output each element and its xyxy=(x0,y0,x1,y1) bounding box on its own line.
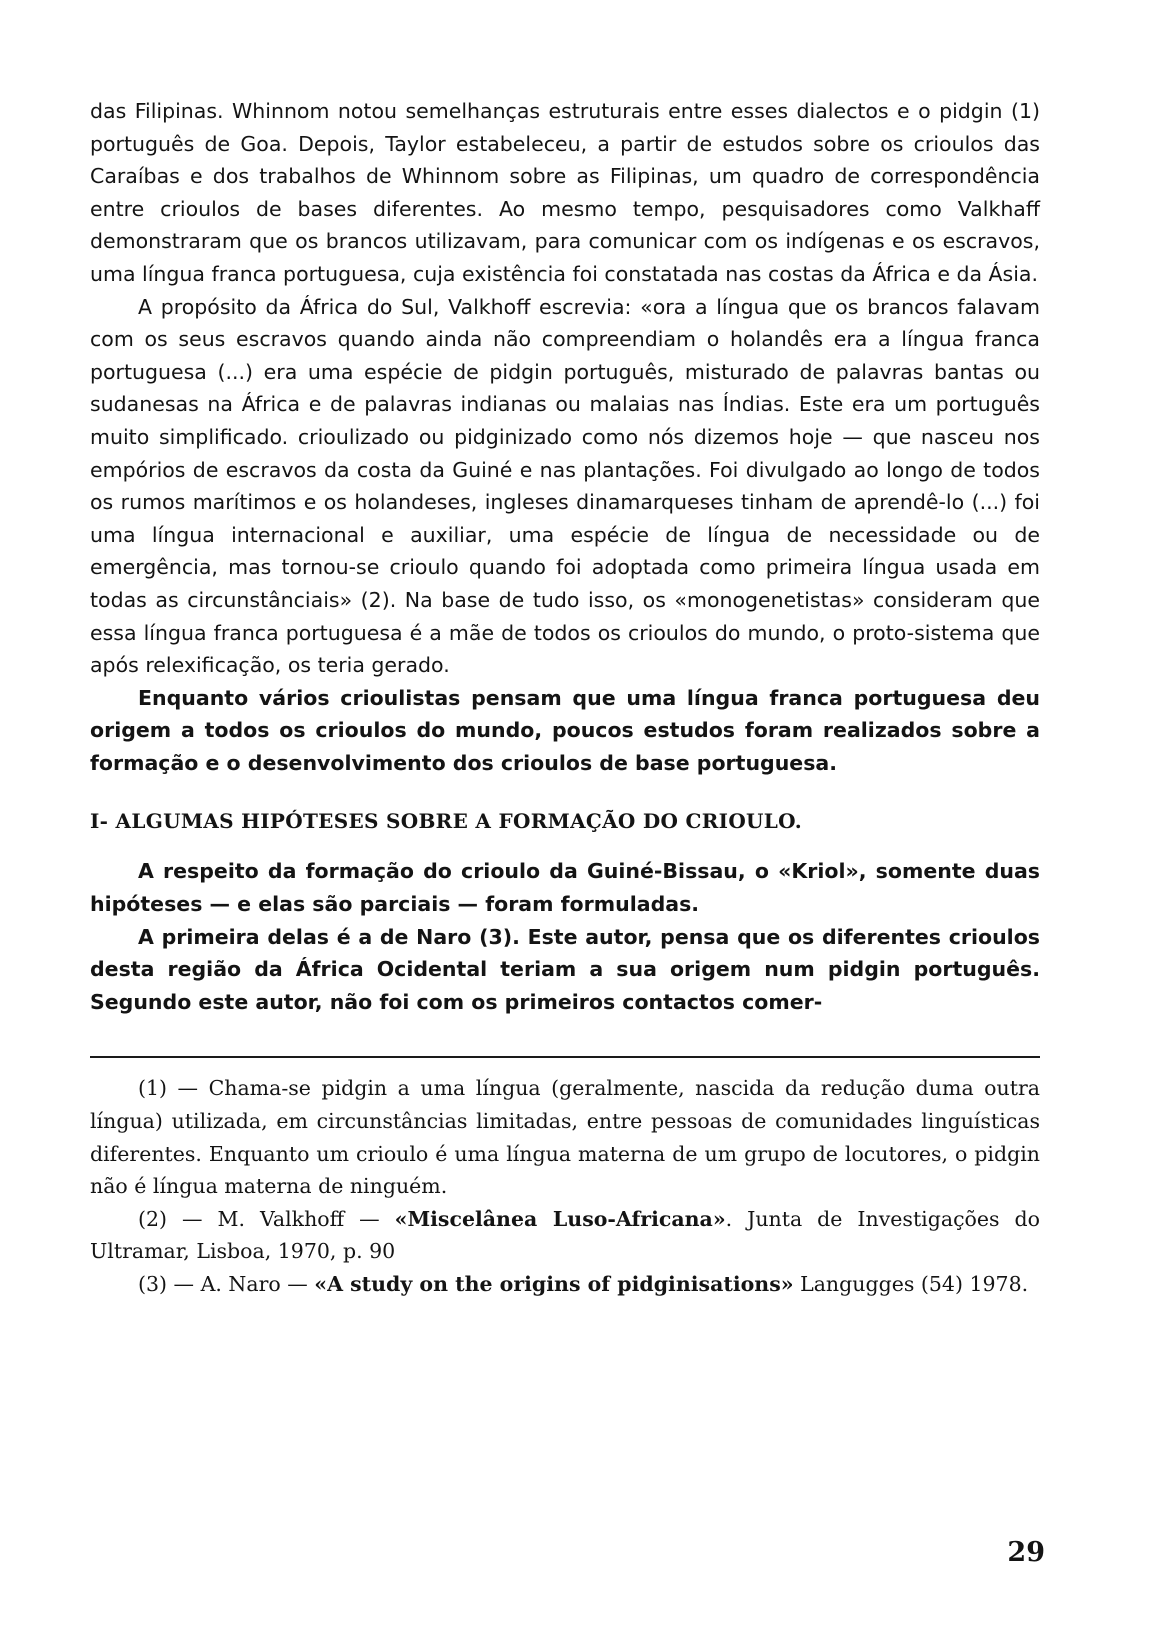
paragraph-3: Enquanto vários crioulistas pensam que uma língua franca portuguesa deu origem a todos os crioulos do mundo, poucos estudos foram realizados sobre a formação e o desenvolvimento dos crioulos de base portuguesa. xyxy=(90,685,1040,775)
page-number: 29 xyxy=(1007,1537,1045,1568)
paragraph-1: das Filipinas. Whinnom notou semelhanças estruturais entre esses dialectos e o pidgin (1) português de Goa. Depois, Taylor estabeleceu, a partir de estudos sobre os crioulos das Caraíbas e dos trabalhos de Whinnom sobre as Filipinas, um quadro de correspondência entre crioulos de bases diferentes. Ao mesmo tempo, pesquisadores como Valkhaff demonstraram que os brancos utilizavam, para comunicar com os indígenas e os escravos, uma língua franca portuguesa, cuja existência foi constatada nas costas da África e da Ásia. xyxy=(90,99,1040,286)
footnote-2-title: «Miscelânea Luso-Africana» xyxy=(394,1206,726,1231)
page-content xyxy=(90,95,1040,1301)
footnote-2-rest: . Junta de Investigações do Ultramar, Lisboa, 1970, p. 90 xyxy=(90,1206,1040,1264)
footnote-2 xyxy=(90,1203,1040,1268)
footnote-3 xyxy=(90,1268,1040,1301)
footnote-2-prefix: (2) — M. Valkhoff — xyxy=(138,1206,395,1231)
footnote-divider xyxy=(90,1056,1040,1058)
section-paragraph-2: A primeira delas é a de Naro (3). Este autor, pensa que os diferentes crioulos desta região da África Ocidental teriam a sua origem num pidgin português. Segundo este autor, não foi com os primeiros contactos comer- xyxy=(90,924,1040,1014)
footnote-3-title: «A study on the origins of pidginisations» xyxy=(314,1272,794,1296)
section-heading: I- ALGUMAS HIPÓTESES SOBRE A FORMAÇÃO DO CRIOULO. xyxy=(90,809,802,834)
section-paragraph-1: A respeito da formação do crioulo da Guiné-Bissau, o «Kriol», somente duas hipóteses — e elas são parciais — foram formuladas. xyxy=(90,859,1040,917)
footnote-3-rest: Langugges (54) 1978. xyxy=(793,1272,1029,1296)
footnotes xyxy=(90,1072,1040,1300)
body-text xyxy=(90,95,1040,779)
footnote-1: (1) — Chama-se pidgin a uma língua (geralmente, nascida da redução duma outra língua) utilizada, em circunstâncias limitadas, entre pessoas de comunidades linguísticas diferentes. Enquanto um crioulo é uma língua materna de um grupo de locutores, o pidgin não é língua materna de ninguém. xyxy=(90,1076,1040,1199)
footnote-3-prefix: (3) — A. Naro — xyxy=(138,1272,315,1296)
section-body xyxy=(90,855,1040,1018)
paragraph-2: A propósito da África do Sul, Valkhoff escrevia: «ora a língua que os brancos falavam com os seus escravos quando ainda não compreendiam o holandês era a língua franca portuguesa (...) era uma espécie de pidgin português, misturado de palavras bantas ou sudanesas na África e de palavras indianas ou malaias nas Índias. Este era um português muito simplificado. crioulizado ou pidginizado como nós dizemos hoje — que nasceu nos empórios de escravos da costa da Guiné e nas plantações. Foi divulgado ao longo de todos os rumos marítimos e os holandeses, ingleses dinamarqueses tinham de aprendê-lo (...) foi uma língua internacional e auxiliar, uma espécie de língua de necessidade ou de emergência, mas tornou-se crioulo quando foi adoptada como primeira língua usada em todas as circunstânciais» (2). Na base de tudo isso, os «monogenetistas» consideram que essa língua franca portuguesa é a mãe de todos os crioulos do mundo, o proto-sistema que após relexificação, os teria gerado. xyxy=(90,294,1040,678)
